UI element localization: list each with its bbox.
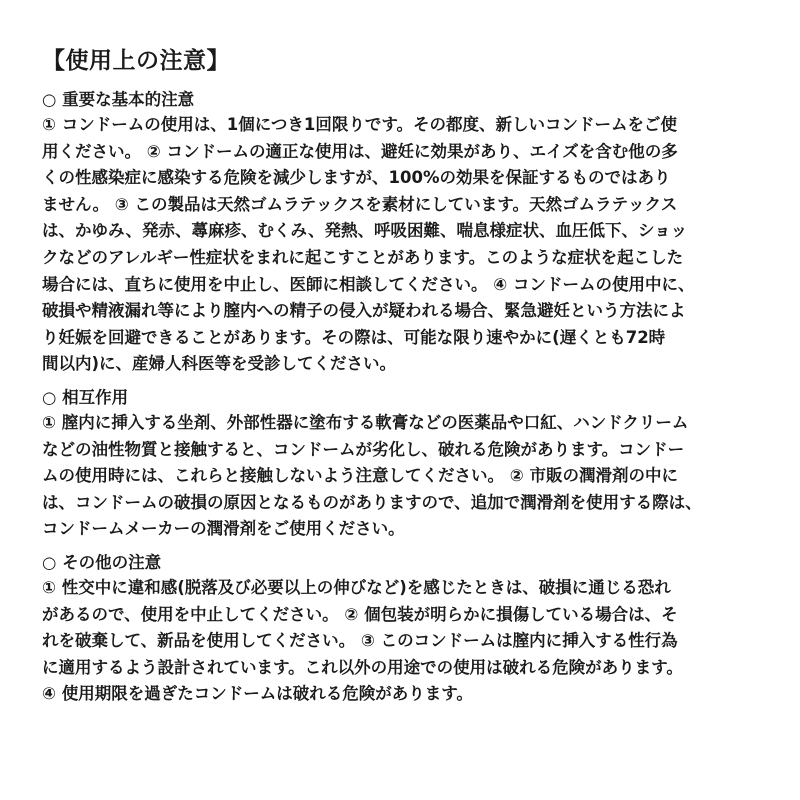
text-line: れを破棄して、新品を使用してください。 ③ このコンドームは膣内に挿入する性行為 [42, 631, 678, 651]
section-body [42, 410, 760, 543]
document-title: 【使用上の注意】 [42, 48, 230, 74]
text-line: に適用するよう設計されています。これ以外の用途での使用は破れる危険があります。 [42, 657, 683, 677]
section-body [42, 112, 760, 378]
text-line: があるので、使用を中止してください。 ② 個包装が明らかに損傷している場合は、そ [42, 604, 678, 624]
text-line: 破損や精液漏れ等により膣内への精子の侵入が疑われる場合、緊急避妊という方法によ [42, 301, 686, 321]
section-heading: ○ 重要な基本的注意 [42, 90, 195, 109]
text-line: 用ください。 ② コンドームの適正な使用は、避妊に効果があり、エイズを含む他の多 [42, 141, 678, 161]
text-line: ません。 ③ この製品は天然ゴムラテックスを素材にしています。天然ゴムラテックス [42, 194, 678, 214]
text-line: ① コンドームの使用は、1個につき1回限りです。その都度、新しいコンドームをご使 [42, 115, 678, 134]
text-line: ① 膣内に挿入する坐剤、外部性器に塗布する軟膏などの医薬品や口紅、ハンドクリーム [42, 412, 689, 432]
section-heading: ○ その他の注意 [42, 552, 162, 572]
text-line: ④ 使用期限を過ぎたコンドームは破れる危険があります。 [42, 684, 473, 704]
text-line: ① 性交中に違和感(脱落及び必要以上の伸びなど)を感じたときは、破損に通じる恐れ [42, 577, 671, 597]
text-line: コンドームメーカーの潤滑剤をご使用ください。 [42, 519, 405, 539]
text-line: ムの使用時には、これらと接触しないよう注意してください。 ② 市販の潤滑剤の中に [42, 466, 678, 486]
section-basic-precautions [42, 88, 760, 378]
text-line: り妊娠を回避できることがあります。その際は、可能な限り速やかに(遅くとも72時 [42, 327, 666, 347]
section-interactions [42, 386, 760, 543]
section-other-precautions [42, 551, 760, 708]
text-line: は、コンドームの破損の原因となるものがありますので、追加で潤滑剤を使用する際は、 [42, 492, 702, 512]
section-heading: ○ 相互作用 [42, 387, 129, 407]
text-line: などの油性物質と接触すると、コンドームが劣化し、破れる危険があります。コンドー [42, 439, 685, 459]
text-line: 間以内)に、産婦人科医等を受診してください。 [42, 354, 397, 374]
text-line: 場合には、直ちに使用を中止し、医師に相談してください。 ④ コンドームの使用中に、 [42, 274, 695, 294]
text-line: クなどのアレルギー性症状をまれに起こすことがあります。このような症状を起こした [42, 247, 684, 267]
text-line: は、かゆみ、発赤、蕁麻疹、むくみ、発熱、呼吸困難、喘息様症状、血圧低下、ショッ [42, 221, 688, 241]
text-line: くの性感染症に感染する危険を減少しますが、100%の効果を保証するものではあり [42, 168, 671, 188]
section-body [42, 575, 760, 708]
